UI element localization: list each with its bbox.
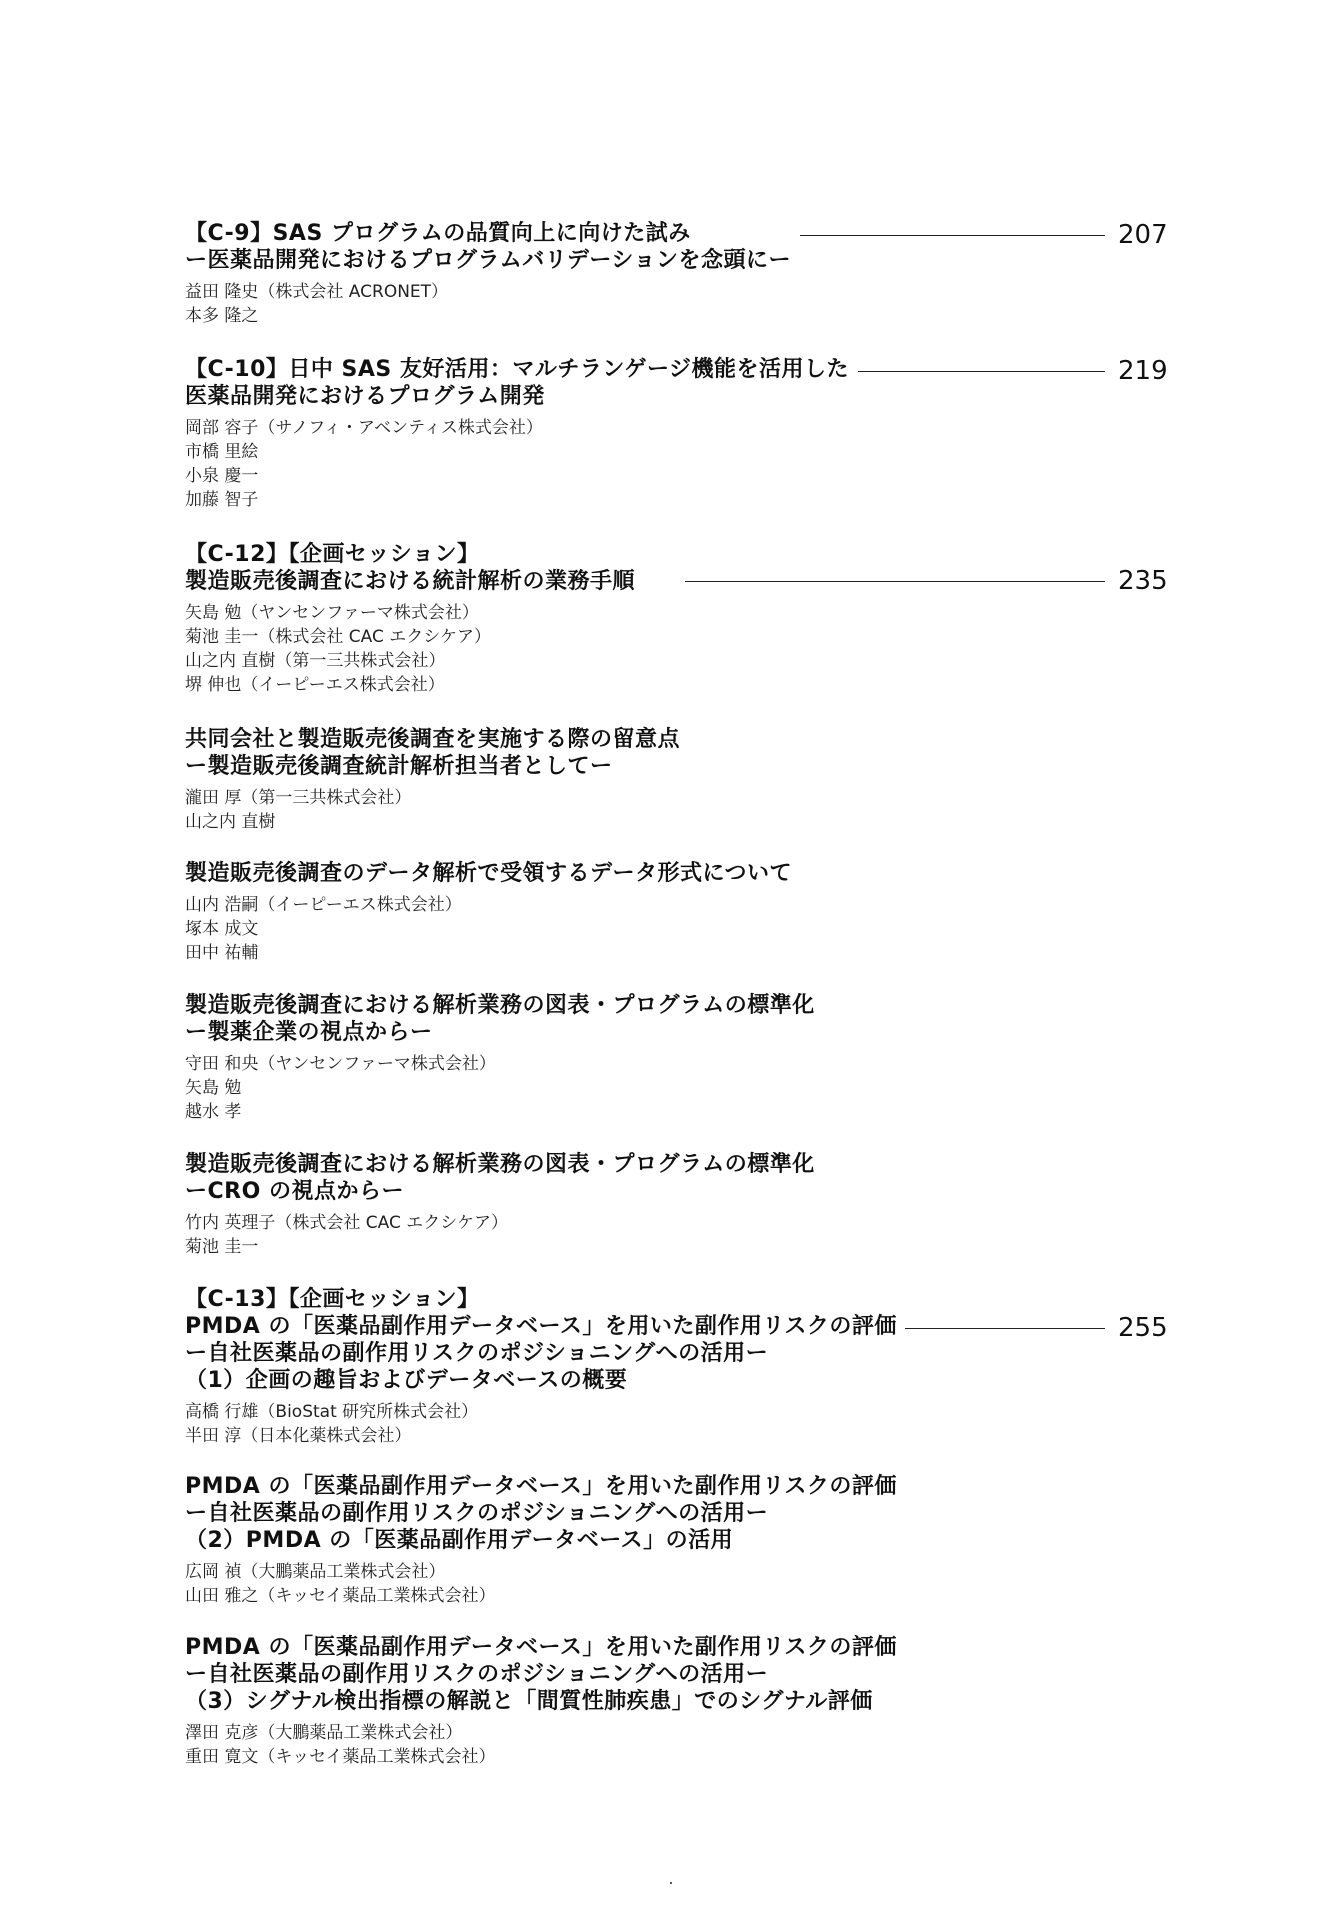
entry-title-line: 製造販売後調査のデータ解析で受領するデータ形式について: [185, 861, 793, 886]
author: 山之内 直樹: [185, 812, 276, 832]
author: 山田 雅之（キッセイ薬品工業株式会社）: [185, 1586, 496, 1606]
entry-title-line: 共同会社と製造販売後調査を実施する際の留意点: [185, 727, 681, 752]
author: 澤田 克彦（大鵬薬品工業株式会社）: [185, 1723, 463, 1743]
author: 菊池 圭一（株式会社 CAC エクシケア）: [185, 627, 491, 647]
toc-entry: [185, 992, 1185, 1124]
author: 田中 祐輔: [185, 943, 259, 963]
author: 瀧田 厚（第一三共株式会社）: [185, 788, 412, 808]
author: 半田 淳（日本化薬株式会社）: [185, 1426, 412, 1446]
author: 高橋 行雄（BioStat 研究所株式会社）: [185, 1402, 479, 1422]
entry-title-line: PMDA の「医薬品副作用データベース」を用いた副作用リスクの評価: [185, 1314, 897, 1339]
entry-title-line: ー製造販売後調査統計解析担当者としてー: [185, 754, 613, 779]
author: 小泉 慶一: [185, 466, 259, 486]
toc-entry: [185, 1473, 1185, 1608]
author: 市橋 里絵: [185, 442, 259, 462]
page-number: 235: [1118, 566, 1168, 596]
author-list: [185, 1721, 1185, 1769]
author: 本多 隆之: [185, 306, 259, 326]
entry-title-line: ー自社医薬品の副作用リスクのポジショニングへの活用ー: [185, 1341, 769, 1366]
entry-title-line: 製造販売後調査における解析業務の図表・プログラムの標準化: [185, 1152, 815, 1177]
leader-line: [685, 581, 1105, 582]
toc-entry: [185, 356, 1185, 512]
page-number: 219: [1118, 356, 1168, 386]
author: 山内 浩嗣（イーピーエス株式会社）: [185, 895, 462, 915]
toc-entry: [185, 220, 1185, 328]
author: 竹内 英理子（株式会社 CAC エクシケア）: [185, 1213, 508, 1233]
toc-entry: [185, 1634, 1185, 1769]
toc-entry: [185, 726, 1185, 834]
entry-title-line: （2）PMDA の「医薬品副作用データベース」の活用: [185, 1528, 734, 1553]
author-list: [185, 1211, 1185, 1259]
entry-title-line: 【C-13】【企画セッション】: [185, 1287, 480, 1312]
entry-title-line: PMDA の「医薬品副作用データベース」を用いた副作用リスクの評価: [185, 1474, 897, 1499]
toc-entry: [185, 860, 1185, 965]
leader-line: [858, 371, 1105, 372]
author: 重田 寛文（キッセイ薬品工業株式会社）: [185, 1747, 496, 1767]
entry-title-line: ー自社医薬品の副作用リスクのポジショニングへの活用ー: [185, 1662, 769, 1687]
page-number: 255: [1118, 1313, 1168, 1343]
toc-entry: [185, 541, 1185, 697]
author: 塚本 成文: [185, 919, 259, 939]
entry-title-line: （3）シグナル検出指標の解説と「間質性肺疾患」でのシグナル評価: [185, 1689, 873, 1714]
toc-entry: [185, 1286, 1185, 1448]
author: 加藤 智子: [185, 490, 259, 510]
entry-title-line: 【C-9】SAS プログラムの品質向上に向けた試み: [185, 221, 691, 246]
author-list: [185, 1400, 1185, 1448]
author-list: [185, 601, 1185, 697]
author-list: [185, 280, 1185, 328]
entry-title-line: 製造販売後調査における統計解析の業務手順: [185, 569, 636, 594]
entry-title-line: 【C-10】日中 SAS 友好活用：マルチランゲージ機能を活用した: [185, 357, 850, 382]
author: 堺 伸也（イーピーエス株式会社）: [185, 675, 445, 695]
author-list: [185, 1560, 1185, 1608]
author-list: [185, 1052, 1185, 1124]
author: 矢島 勉: [185, 1078, 242, 1098]
author: 守田 和央（ヤンセンファーマ株式会社）: [185, 1054, 496, 1074]
entry-title-line: 製造販売後調査における解析業務の図表・プログラムの標準化: [185, 993, 815, 1018]
author-list: [185, 786, 1185, 834]
author: 越水 孝: [185, 1102, 242, 1122]
entry-title-line: ー医薬品開発におけるプログラムバリデーションを念頭にー: [185, 248, 791, 273]
entry-title-line: （1）企画の趣旨およびデータベースの概要: [185, 1368, 628, 1393]
author-list: [185, 893, 1185, 965]
entry-title-line: PMDA の「医薬品副作用データベース」を用いた副作用リスクの評価: [185, 1635, 897, 1660]
author: 矢島 勉（ヤンセンファーマ株式会社）: [185, 603, 479, 623]
author: 広岡 禎（大鵬薬品工業株式会社）: [185, 1562, 446, 1582]
author: 山之内 直樹（第一三共株式会社）: [185, 651, 446, 671]
entry-title-line: 【C-12】【企画セッション】: [185, 542, 480, 567]
author: 菊池 圭一: [185, 1237, 259, 1257]
author: 益田 隆史（株式会社 ACRONET）: [185, 282, 449, 302]
entry-title-line: ー自社医薬品の副作用リスクのポジショニングへの活用ー: [185, 1501, 769, 1526]
author-list: [185, 416, 1185, 512]
scan-speck: [670, 1882, 672, 1884]
entry-title-line: ー製薬企業の視点からー: [185, 1020, 433, 1045]
entry-title-line: 医薬品開発におけるプログラム開発: [185, 384, 545, 409]
leader-line: [800, 235, 1105, 236]
author: 岡部 容子（サノフィ・アベンティス株式会社）: [185, 418, 543, 438]
entry-title-line: ーCRO の視点からー: [185, 1179, 404, 1204]
toc-entry: [185, 1151, 1185, 1259]
leader-line: [905, 1328, 1105, 1329]
page-number: 207: [1118, 220, 1168, 250]
